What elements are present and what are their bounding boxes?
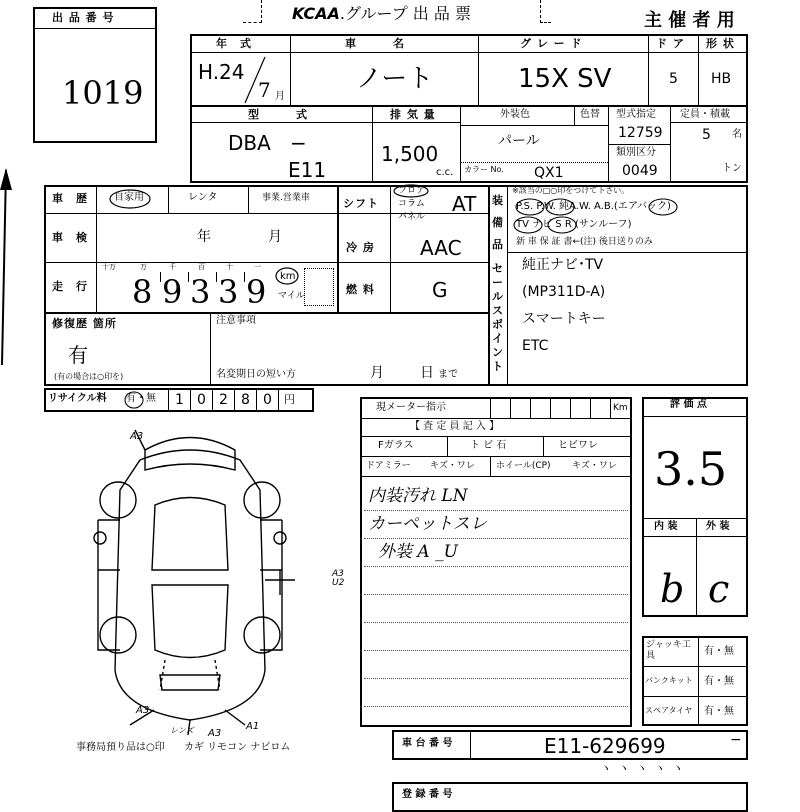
- repair-history-value: 有: [68, 343, 88, 367]
- km-label: km: [280, 271, 296, 282]
- fuel-label: 燃 料: [346, 283, 375, 296]
- brand-logo: KCAA: [292, 4, 340, 23]
- edge-arrow: [0, 165, 14, 375]
- exterior-color-value: パール: [498, 133, 540, 149]
- equipment-note: ※該当の□○印をつけて下さい。: [512, 186, 630, 195]
- mileage-label: 走 行: [52, 280, 88, 293]
- name-change-until: まで: [438, 369, 458, 380]
- equipment-line-1: P.S. P.W. 純A.W. A.B.(エアバック): [516, 201, 671, 212]
- inspector-note: カーペットスレ: [368, 514, 487, 534]
- digit-header: 一: [254, 263, 261, 271]
- model-prefix: DBA: [228, 131, 271, 155]
- grade-value: 15X SV: [518, 64, 612, 94]
- capacity-unit: 名: [732, 129, 742, 140]
- mileage-digit: 3: [190, 273, 211, 311]
- office-note: 事務局預り品は○印: [76, 742, 165, 753]
- chassis-tail: −: [730, 732, 742, 748]
- form-title: [292, 6, 471, 22]
- score-value: 3.5: [654, 442, 728, 496]
- history-option-rental: レンタ: [188, 192, 218, 203]
- mileage-digit: 9: [162, 273, 183, 311]
- equipment-label: 装備品: [492, 194, 504, 251]
- tool-label: ジャッキ工具: [646, 640, 691, 661]
- registration-label: 登 録 番 号: [402, 789, 453, 800]
- shift-option-floor: フロア: [398, 186, 426, 196]
- color-change-label: 色替: [580, 109, 600, 120]
- sales-points-label: セールスポイント: [492, 262, 504, 373]
- equipment-circle-marks: [510, 196, 740, 236]
- type-designation-value: 12759: [618, 125, 663, 141]
- interior-label: 内 装: [654, 521, 678, 532]
- year-label: 年 式: [216, 37, 252, 50]
- inspector-note: 外装 A _U: [378, 542, 458, 562]
- interior-score: b: [660, 567, 685, 611]
- shape-value: HB: [711, 71, 732, 87]
- km-circle-mark: [274, 266, 300, 286]
- recycle-label: リサイクル料: [48, 393, 107, 404]
- diagram-mark-a3-side: A3 U2: [332, 569, 345, 588]
- history-option-private: 自家用: [114, 192, 144, 203]
- equipment-line-3: 新 車 保 証 書←(注) 後日送りのみ: [516, 237, 653, 247]
- name-change-day: 日: [420, 365, 434, 381]
- ac-label: 冷 房: [346, 241, 375, 254]
- inspector-note: 内装汚れ LN: [368, 486, 468, 506]
- recycle-options: 有・無: [126, 393, 156, 404]
- model-code: E11: [288, 158, 327, 182]
- recycle-digit: 0: [190, 390, 212, 410]
- caution-label: 注意事項: [216, 315, 256, 326]
- digit-header: 万: [140, 263, 147, 271]
- exterior-score: c: [708, 567, 730, 611]
- inspector-mirror-damage: キズ・ワレ: [430, 461, 475, 471]
- tool-label: スペアタイヤ: [645, 706, 693, 715]
- door-value: 5: [669, 71, 678, 87]
- fuel-value: G: [432, 278, 448, 302]
- category-label: 類別区分: [616, 147, 656, 158]
- model-dash: −: [290, 131, 307, 155]
- sales-point-item: (MP311D-A): [522, 284, 606, 300]
- inspector-wheel: ホイール(CP): [496, 461, 551, 471]
- digit-header: 千: [169, 263, 176, 271]
- recycle-digit: 1: [168, 390, 190, 410]
- door-label: ド ア: [656, 37, 685, 50]
- digit-header: 十: [226, 263, 233, 271]
- tool-value: 有・無: [704, 706, 734, 717]
- recycle-digit: 8: [234, 390, 256, 410]
- exterior-color-label: 外装色: [500, 109, 530, 120]
- recycle-digit: 2: [212, 390, 234, 410]
- inspection-label: 車 検: [52, 231, 88, 244]
- grade-label: グ レ ー ド: [520, 37, 583, 50]
- name-label: 車 名: [345, 37, 405, 50]
- inspector-wheel-damage: キズ・ワレ: [572, 461, 617, 471]
- diagram-mark-a1: A1: [246, 721, 260, 732]
- diagram-mark-a3-rear: A3: [136, 705, 150, 716]
- shift-option-column: コラム: [398, 199, 425, 209]
- capacity-label: 定員・積載: [680, 109, 730, 120]
- recycle-unit: 円: [278, 390, 300, 410]
- recycle-circle-mark: [124, 391, 144, 409]
- score-label: 評 価 点: [670, 399, 707, 410]
- organizer-label: 主 催 者 用: [644, 10, 735, 31]
- year-month-value: 7: [258, 78, 271, 102]
- load-unit: トン: [722, 163, 742, 174]
- inspection-month: 月: [268, 229, 282, 245]
- inspection-year: 年: [197, 229, 211, 245]
- tool-value: 有・無: [704, 646, 734, 657]
- sales-point-item: ETC: [522, 338, 549, 354]
- car-name-value: ノート: [356, 64, 434, 94]
- sales-point-item: 純正ナビ･TV: [522, 257, 604, 273]
- digit-header: 十万: [102, 263, 116, 271]
- lot-number-label: 出 品 番 号: [52, 11, 115, 24]
- office-items: カギ リモコン ナビロム: [184, 742, 291, 753]
- score-box: [642, 397, 748, 617]
- tool-label: パンクキット: [645, 676, 693, 685]
- name-change-label: 名変期日の短い方: [216, 369, 296, 380]
- inspector-front-glass: Fガラス: [378, 440, 414, 451]
- color-no-label: カラー No.: [464, 165, 504, 174]
- shift-label: シフト: [343, 197, 379, 210]
- equipment-line-2: TV ナビ S R (サンルーフ): [516, 219, 632, 230]
- model-label: 型 式: [248, 108, 308, 121]
- shift-option-panel: パネル: [398, 212, 426, 222]
- shift-value: AT: [452, 192, 477, 216]
- month-unit: 月: [275, 91, 285, 102]
- inspector-chip: ト ビ 石: [470, 440, 507, 451]
- mileage-digit: 9: [246, 273, 267, 311]
- shift-circle-mark: [392, 183, 430, 199]
- form-title-text: .グループ 出 品 票: [339, 4, 471, 23]
- inspector-crack: ヒビワレ: [558, 440, 598, 451]
- dot-marks: ヽヽヽヽヽ: [600, 761, 691, 775]
- exterior-label: 外 装: [706, 521, 730, 532]
- digit-header: 百: [198, 263, 205, 271]
- cc-unit: c.c.: [436, 167, 454, 178]
- category-value: 0049: [622, 163, 658, 179]
- name-change-month: 月: [370, 365, 384, 381]
- lot-number-value: 1019: [62, 74, 144, 112]
- repair-note: (有の場合は○印を): [54, 372, 124, 381]
- diagram-mark-a3-bottom: A3: [208, 728, 222, 739]
- ac-value: AAC: [420, 236, 462, 260]
- type-designation-label: 型式指定: [616, 109, 656, 120]
- car-damage-diagram: [60, 420, 360, 750]
- mileage-digit: 8: [132, 273, 153, 311]
- diagram-mark-a3-front: A3: [130, 431, 144, 442]
- chassis-label: 車 台 番 号: [402, 738, 453, 749]
- tool-value: 有・無: [704, 676, 734, 687]
- shape-label: 形 状: [706, 37, 735, 50]
- inspector-title: 【 査 定 員 記 入 】: [410, 421, 500, 432]
- chassis-number: E11-629699: [544, 734, 666, 758]
- history-option-business: 事業.営業車: [262, 193, 310, 203]
- meter-unit: Km: [613, 403, 628, 413]
- meter-label: 現メーター指示: [376, 402, 446, 413]
- recycle-digit: 0: [256, 390, 278, 410]
- diagram-mark-lens: レンズ: [170, 726, 194, 735]
- color-no-value: QX1: [534, 165, 564, 181]
- mile-label: マイル: [278, 291, 305, 301]
- year-value: H.24: [198, 60, 245, 84]
- displacement-label: 排 気 量: [390, 108, 436, 121]
- mileage-digit: 3: [218, 273, 239, 311]
- capacity-value: 5: [702, 127, 711, 143]
- repair-history-label: 修復歴 箇所: [52, 317, 117, 330]
- history-label: 車 歴: [52, 192, 88, 205]
- inspector-door-mirror: ドアミラー: [366, 461, 411, 471]
- sales-point-item: スマートキー: [522, 311, 606, 327]
- displacement-value: 1,500: [381, 142, 439, 166]
- history-circle-mark: [108, 188, 152, 210]
